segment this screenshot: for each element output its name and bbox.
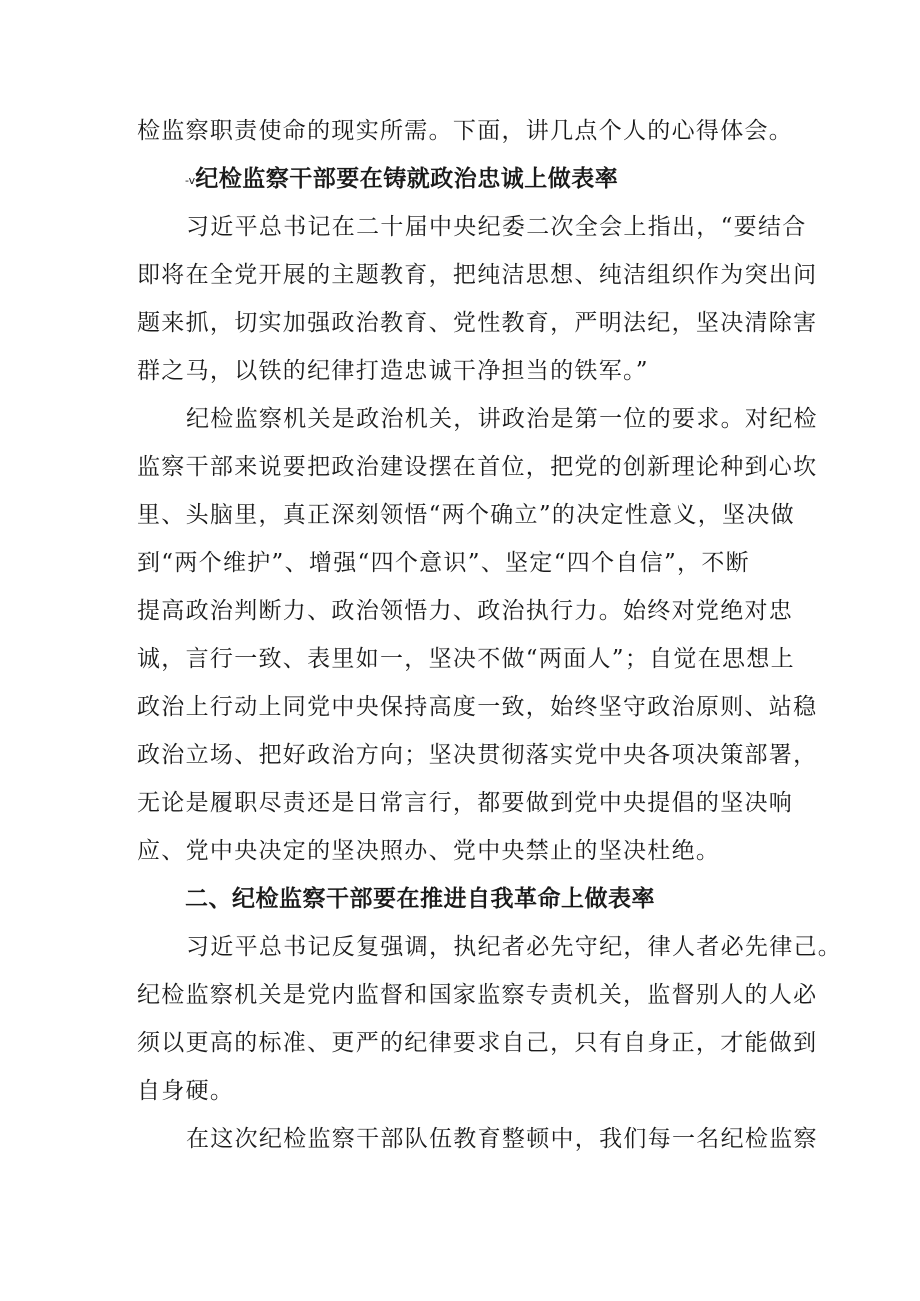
section-1-marker: -v <box>185 174 196 187</box>
intro-line: 检监察职责使命的现实所需。下面，讲几点个人的心得体会。 <box>137 118 794 144</box>
s1-p2-line-9: 无论是履职尽责还是日常言行，都要做到党中央提倡的坚决响 <box>137 790 794 816</box>
s2-p1-line-2: 纪检监察机关是党内监督和国家监察专责机关，监督别人的人必 <box>137 982 818 1008</box>
s1-p2-line-6: 诚，言行一致、表里如一，坚决不做“两面人”；自觉在思想上 <box>137 646 795 672</box>
s1-p2-line-2: 监察干部来说要把政治建设摆在首位，把党的创新理论种到心坎 <box>137 454 818 480</box>
s1-p2-line-4: 到“两个维护”、增强“四个意识”、坚定“四个自信”，不断 <box>137 550 750 576</box>
s1-p2-line-8: 政治立场、把好政治方向；坚决贯彻落实党中央各项决策部署， <box>137 742 818 768</box>
s1-p2-line-7: 政治上行动上同党中央保持高度一致，始终坚守政治原则、站稳 <box>137 694 818 720</box>
section-1-heading <box>185 164 618 196</box>
s2-p1-line-1: 习近平总书记反复强调，执纪者必先守纪，律人者必先律己。 <box>186 934 843 960</box>
s1-p2-line-1: 纪检监察机关是政治机关，讲政治是第一位的要求。对纪检 <box>186 406 818 432</box>
s1-p1-line-4: 群之马，以铁的纪律打造忠诚干净担当的铁军。” <box>137 358 649 384</box>
s1-p2-line-10: 应、党中央决定的坚决照办、党中央禁止的坚决杜绝。 <box>137 838 721 864</box>
s1-p2-line-3: 里、头脑里，真正深刻领悟“两个确立”的决定性意义，坚决做 <box>137 502 795 528</box>
s1-p1-line-1: 习近平总书记在二十届中央纪委二次全会上指出，“要结合 <box>186 214 807 240</box>
s1-p2-line-5: 提高政治判断力、政治领悟力、政治执行力。始终对党绝对忠 <box>137 598 794 624</box>
s2-p1-line-3: 须以更高的标准、更严的纪律要求自己，只有自身正，才能做到 <box>137 1030 818 1056</box>
s2-p2-line-1: 在这次纪检监察干部队伍教育整顿中，我们每一名纪检监察 <box>186 1126 818 1152</box>
section-2-heading: 二、纪检监察干部要在推进自我革命上做表率 <box>185 886 655 912</box>
s1-p1-line-2: 即将在全党开展的主题教育，把纯洁思想、纯洁组织作为突出问 <box>137 262 818 288</box>
s2-p1-line-4: 自身硬。 <box>137 1078 235 1104</box>
section-1-title: 纪检监察干部要在铸就政治忠诚上做表率 <box>195 166 619 192</box>
s1-p1-line-3: 题来抓，切实加强政治教育、党性教育，严明法纪，坚决清除害 <box>137 310 818 336</box>
